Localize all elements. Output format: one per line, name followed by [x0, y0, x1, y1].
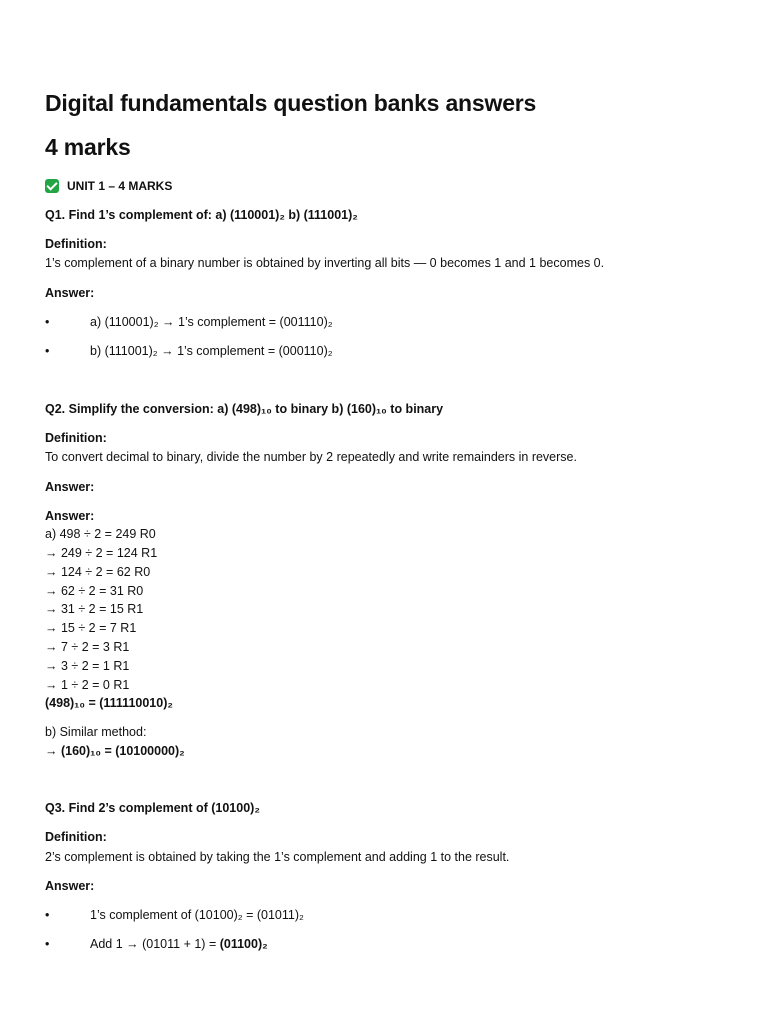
unit-heading [45, 179, 172, 193]
q2-step: a) 498 ÷ 2 = 249 R0 [45, 527, 156, 541]
q3-answer-label: Answer: [45, 879, 95, 893]
q2-result-a: (498)₁₀ = (111110010)₂ [45, 696, 173, 710]
q1-answer-label: Answer: [45, 286, 95, 300]
q2-step: → 3 ÷ 2 = 1 R1 [45, 659, 130, 673]
q1-definition: 1’s complement of a binary number is obtained by inverting all bits — 0 becomes 1 and 1 becomes 0. [45, 256, 605, 270]
check-mark-icon [45, 179, 59, 193]
q2-definition-label: Definition: [45, 431, 107, 445]
q1-definition-label: Definition: [45, 237, 107, 251]
list-item [67, 935, 268, 954]
q2-step: → 124 ÷ 2 = 62 R0 [45, 565, 151, 579]
list-item: • 1’s complement of (10100)₂ = (01011)₂ [67, 906, 304, 925]
q2-result-b-line [45, 742, 185, 761]
q3-definition-label: Definition: [45, 830, 107, 844]
page-title: Digital fundamentals question banks answers [45, 90, 537, 116]
q3-bullet2-result: (01100)₂ [219, 937, 268, 951]
unit-label: UNIT 1 – 4 MARKS [67, 179, 173, 193]
q2-answer-label-2: Answer: [45, 509, 95, 523]
q1-question: Q1. Find 1’s complement of: a) (110001)₂ b) (111001)₂ [45, 208, 358, 222]
q2-step: → 31 ÷ 2 = 15 R1 [45, 602, 144, 616]
arrow-text: → [45, 744, 61, 758]
list-item: • b) (111001)₂ → 1’s complement = (000110)₂ [67, 342, 333, 361]
q3-definition: 2’s complement is obtained by taking the 1’s complement and adding 1 to the result. [45, 850, 510, 864]
q2-answer-label: Answer: [45, 480, 95, 494]
q2-step: → 249 ÷ 2 = 124 R1 [45, 546, 158, 560]
q2-step: → 15 ÷ 2 = 7 R1 [45, 621, 137, 635]
q2-question: Q2. Simplify the conversion: a) (498)₁₀ to binary b) (160)₁₀ to binary [45, 402, 444, 416]
list-item: • a) (110001)₂ → 1’s complement = (001110)₂ [67, 313, 333, 332]
q2-similar-method: b) Similar method: [45, 725, 147, 739]
q2-result-b: (160)₁₀ = (10100000)₂ [60, 744, 185, 758]
page-subtitle: 4 marks [45, 134, 131, 160]
q2-step: → 62 ÷ 2 = 31 R0 [45, 584, 144, 598]
q2-step: → 1 ÷ 2 = 0 R1 [45, 678, 130, 692]
q3-question: Q3. Find 2’s complement of (10100)₂ [45, 801, 260, 815]
q2-step: → 7 ÷ 2 = 3 R1 [45, 640, 130, 654]
q2-definition: To convert decimal to binary, divide the number by 2 repeatedly and write remainders in reverse. [45, 450, 577, 464]
q3-bullet2-text: Add 1 → (01011 + 1) = [90, 937, 220, 951]
